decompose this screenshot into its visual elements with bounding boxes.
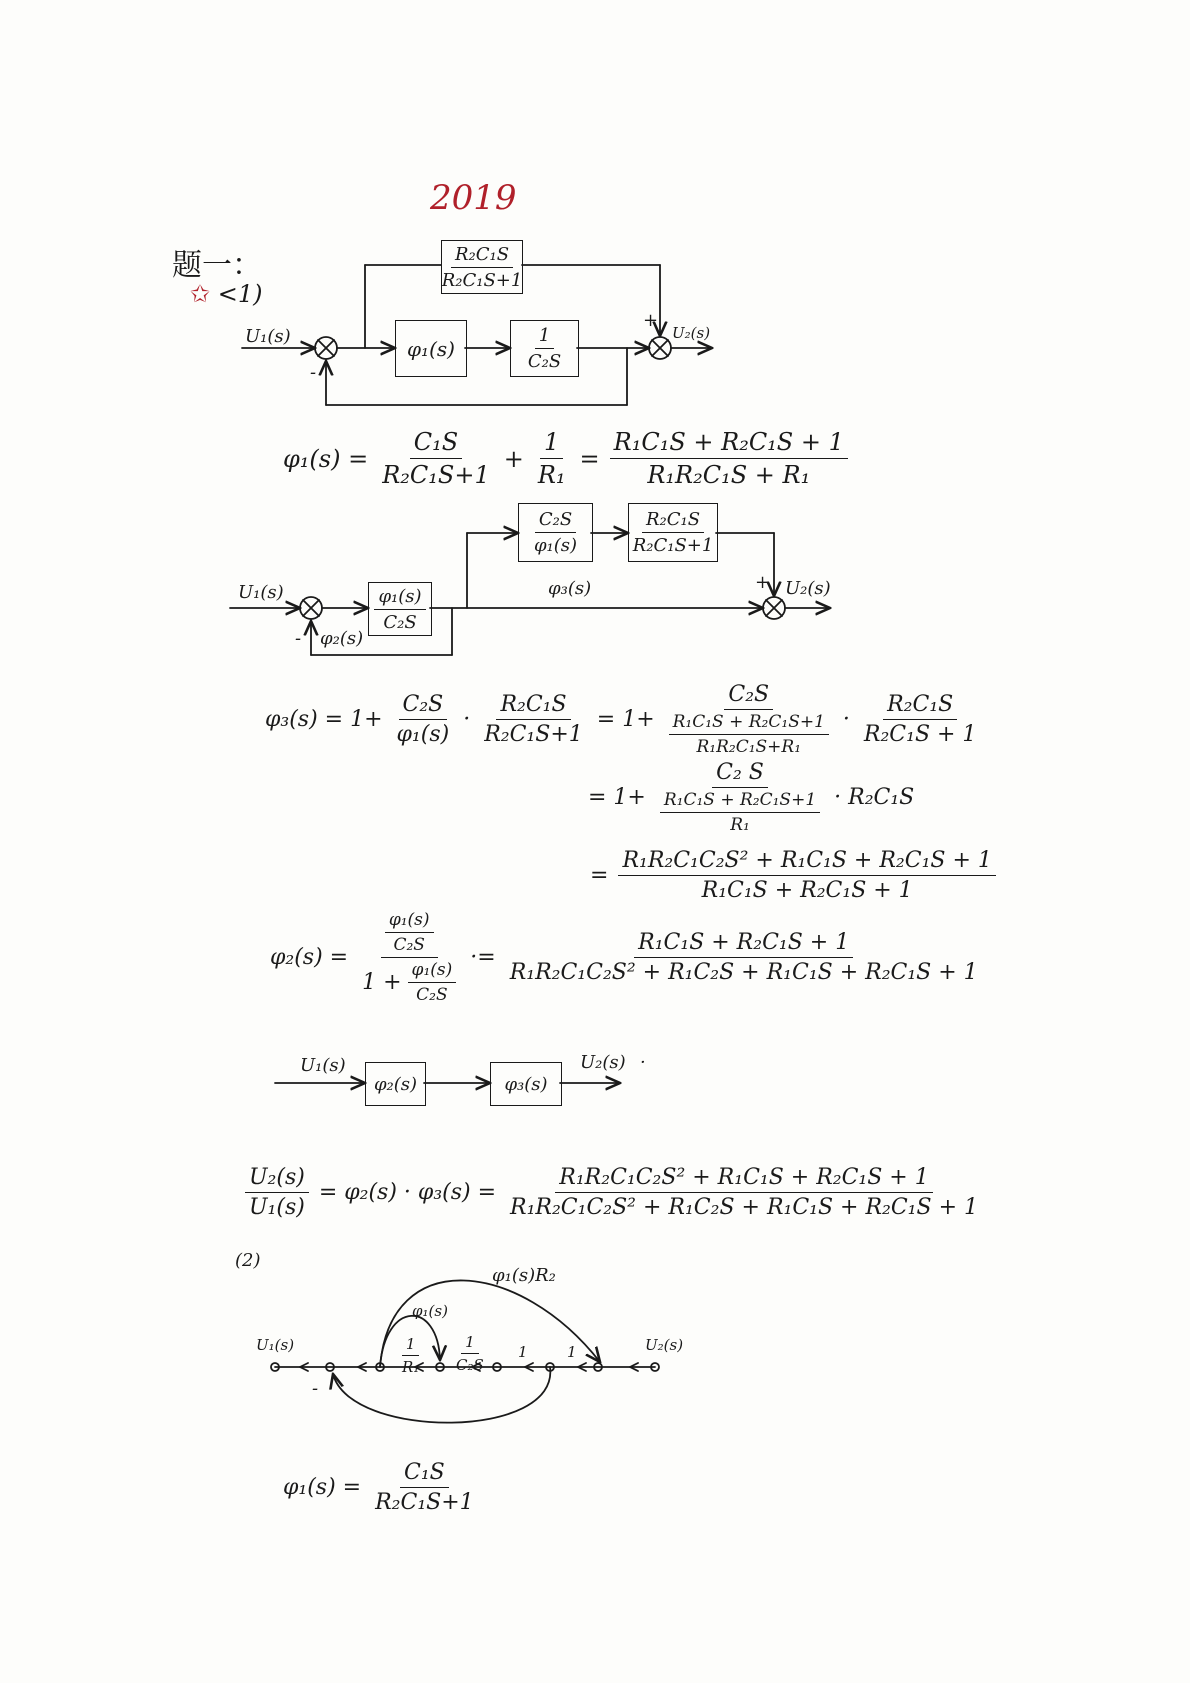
eq3-r-num: R₁C₁S + R₂C₁S + 1 xyxy=(634,930,853,958)
eq2-b-den: R₂C₁S+1 xyxy=(484,722,583,747)
eq2-d-den: R₂C₁S + 1 xyxy=(863,722,977,747)
eq3 xyxy=(270,910,982,1005)
sfg-g1-num: 1 xyxy=(402,1335,420,1356)
eq4-r-den: R₁R₂C₁C₂S² + R₁C₂S + R₁C₁S + R₂C₁S + 1 xyxy=(510,1195,978,1220)
eq3-d-den: C₂S xyxy=(416,985,448,1005)
eq2-f-num: R₁R₂C₁C₂S² + R₁C₁S + R₂C₁S + 1 xyxy=(618,848,995,876)
d1-top-den: R₂C₁S+1 xyxy=(441,269,523,291)
eq5-num: C₁S xyxy=(400,1460,449,1488)
sfg-g2-num: 1 xyxy=(461,1333,479,1354)
d2-main-num: φ₁(s) xyxy=(374,586,425,610)
d2-input-label: U₁(s) xyxy=(238,582,284,603)
eq2-c-num: C₂S xyxy=(724,682,773,710)
eq1-t1-den: R₂C₁S+1 xyxy=(382,461,490,489)
part2-label: (2) xyxy=(235,1250,261,1271)
eq1-plus: + xyxy=(503,444,524,473)
sfg-gain-3: 1 xyxy=(518,1343,528,1361)
eq2-line3-eq: = xyxy=(590,863,609,888)
eq5 xyxy=(283,1460,478,1515)
eq1-lhs: φ₁(s) = xyxy=(283,444,369,473)
d2-top1-den: φ₁(s) xyxy=(533,535,578,556)
d1-top-block xyxy=(441,240,523,294)
sfg-gain-1-c2s xyxy=(452,1333,488,1374)
d1-phi1-block xyxy=(395,320,467,377)
d1-input-label: U₁(s) xyxy=(245,326,291,347)
eq1-r-den: R₁R₂C₁S + R₁ xyxy=(647,461,811,489)
d3-dot: · xyxy=(640,1052,646,1073)
eq2-b-num: R₂C₁S xyxy=(496,692,570,720)
sfg-gain-1-r1 xyxy=(398,1335,423,1376)
eq2-a-den: φ₁(s) xyxy=(396,722,450,747)
eq3-lhs: φ₂(s) = xyxy=(270,945,349,970)
d1-c2s-den: C₂S xyxy=(527,351,562,372)
d3-input-label: U₁(s) xyxy=(300,1055,346,1076)
d2-top2-block xyxy=(628,503,718,562)
d3-phi3-text: φ₃(s) xyxy=(504,1073,548,1095)
eq4 xyxy=(245,1165,982,1220)
eq2-e-num: C₂ S xyxy=(712,760,768,788)
eq2-f-den: R₁C₁S + R₂C₁S + 1 xyxy=(701,878,913,903)
d2-top2-den: R₂C₁S+1 xyxy=(632,535,714,556)
sfg-g1-den: R₁ xyxy=(402,1358,420,1376)
eq4-r-num: R₁R₂C₁C₂S² + R₁C₁S + R₂C₁S + 1 xyxy=(555,1165,932,1193)
sfg-input-label: U₁(s) xyxy=(256,1336,295,1354)
eq2-eq: = 1+ xyxy=(596,707,655,732)
eq1-eq: = xyxy=(579,444,600,473)
eq4-lhs-num: U₂(s) xyxy=(245,1165,309,1193)
eq3-d-num: φ₁(s) xyxy=(408,960,457,983)
eq3-n-num: φ₁(s) xyxy=(385,910,434,933)
d2-top2-num: R₂C₁S xyxy=(642,509,704,533)
eq2-dot2: · xyxy=(842,707,850,732)
eq2-line1 xyxy=(265,682,980,757)
eq2-e-den-den: R₁ xyxy=(730,815,750,835)
eq1-t2-num: 1 xyxy=(540,428,563,459)
eq3-r-den: R₁R₂C₁C₂S² + R₁C₂S + R₁C₁S + R₂C₁S + 1 xyxy=(509,960,978,985)
eq3-n-den: C₂S xyxy=(393,935,425,955)
sfg-small-arc-label: φ₁(s) xyxy=(412,1302,448,1320)
eq2-c-den-num: R₁C₁S + R₂C₁S+1 xyxy=(669,712,829,735)
d3-phi3-block xyxy=(490,1062,562,1106)
d2-phi3-label: φ₃(s) xyxy=(548,578,592,599)
eq5-lhs: φ₁(s) = xyxy=(283,1475,362,1500)
eq3-d-pre: 1 + xyxy=(362,970,402,995)
eq3-eq: ·= xyxy=(470,945,496,970)
d2-plus: + xyxy=(755,572,771,593)
d2-top1-num: C₂S xyxy=(535,509,576,533)
sfg-g2-den: C₂S xyxy=(456,1356,484,1374)
d2-phi2-label: φ₂(s) xyxy=(320,628,364,649)
eq2-d-num: R₂C₁S xyxy=(883,692,957,720)
eq1 xyxy=(283,428,848,489)
eq2-e-tail: · R₂C₁S xyxy=(834,785,915,810)
d2-top1-block xyxy=(518,503,593,562)
d3-output-label: U₂(s) xyxy=(580,1052,626,1073)
sfg-big-arc-label: φ₁(s)R₂ xyxy=(492,1265,556,1286)
eq4-lhs-den: U₁(s) xyxy=(249,1195,305,1220)
year-label: 2019 xyxy=(430,178,517,218)
star-icon: ✩ xyxy=(190,280,211,308)
sfg-gain-4: 1 xyxy=(567,1343,577,1361)
eq2-line2-eq: = 1+ xyxy=(588,785,646,810)
eq2-line2 xyxy=(588,760,914,835)
eq1-t2-den: R₁ xyxy=(537,461,566,489)
d1-plus: + xyxy=(643,310,659,331)
d3-phi2-block xyxy=(365,1062,426,1106)
eq1-r-num: R₁C₁S + R₂C₁S + 1 xyxy=(610,428,848,459)
d1-phi1-text: φ₁(s) xyxy=(407,336,455,361)
d2-output-label: U₂(s) xyxy=(785,578,831,599)
d1-c2s-block xyxy=(510,320,579,377)
eq2-dot: · xyxy=(463,707,471,732)
part1-label xyxy=(190,280,263,308)
eq2-line3 xyxy=(590,848,996,903)
eq2-lhs: φ₃(s) = 1+ xyxy=(265,707,383,732)
eq2-c-den-den: R₁R₂C₁S+R₁ xyxy=(696,737,802,757)
problem-label: 题一： xyxy=(172,248,262,283)
eq4-mid: = φ₂(s) · φ₃(s) = xyxy=(318,1180,497,1205)
d3-phi2-text: φ₂(s) xyxy=(373,1073,418,1095)
d1-top-num: R₂C₁S xyxy=(451,244,513,268)
eq2-a-num: C₂S xyxy=(399,692,448,720)
d1-output-label: U₂(s) xyxy=(672,324,711,342)
eq5-den: R₂C₁S+1 xyxy=(375,1490,474,1515)
d1-minus: - xyxy=(310,362,317,383)
sfg-minus: - xyxy=(312,1378,319,1399)
d2-main-block xyxy=(368,582,432,636)
eq2-e-den-num: R₁C₁S + R₂C₁S+1 xyxy=(660,790,820,813)
sfg-output-label: U₂(s) xyxy=(645,1336,684,1354)
eq1-t1-num: C₁S xyxy=(410,428,462,459)
d1-c2s-num: 1 xyxy=(535,325,554,349)
part1-text: <1) xyxy=(217,280,263,308)
d2-minus: - xyxy=(295,628,302,649)
d2-main-den: C₂S xyxy=(383,611,417,633)
